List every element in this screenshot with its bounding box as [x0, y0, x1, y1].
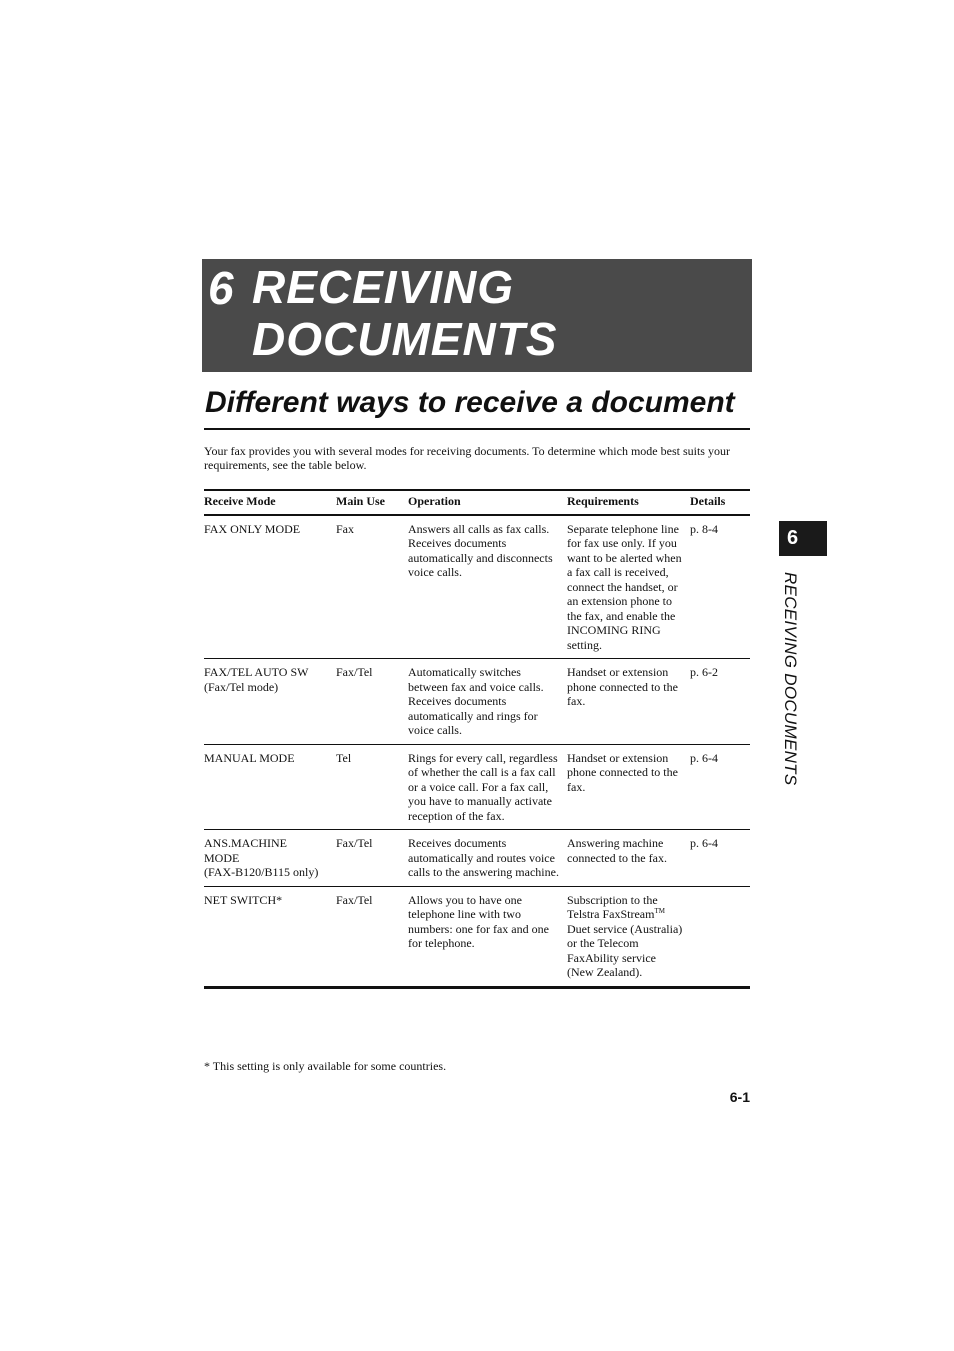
- mode-line: FAX ONLY MODE: [204, 521, 301, 536]
- cell-main-use: Fax/Tel: [336, 836, 373, 850]
- receive-mode-table-container: [204, 489, 750, 989]
- cell-mode: [204, 830, 336, 887]
- cell-mode: [204, 886, 336, 987]
- header-receive-mode: Receive Mode: [204, 494, 276, 508]
- chapter-title-line-2: DOCUMENTS: [252, 313, 558, 365]
- table-header-row: [204, 490, 750, 515]
- header-requirements: Requirements: [567, 494, 639, 508]
- cell-operation: Answers all calls as fax calls. Receives documents automatically and disconnects voice calls.: [408, 521, 553, 579]
- cell-main-use: Fax/Tel: [336, 665, 373, 679]
- chapter-side-tab: 6: [779, 521, 827, 556]
- header-details: Details: [690, 494, 726, 508]
- cell-mode: [204, 659, 336, 745]
- table-row: [204, 886, 750, 987]
- side-label-text: RECEIVING DOCUMENTS: [781, 572, 800, 786]
- cell-details: p. 6-2: [690, 665, 718, 679]
- mode-line: NET SWITCH*: [204, 892, 283, 907]
- chapter-title-line-1: RECEIVING: [252, 261, 515, 313]
- cell-main-use: Tel: [336, 750, 352, 765]
- table-row: [204, 830, 750, 887]
- receive-mode-table: [204, 489, 750, 989]
- cell-requirements: Answering machine connected to the fax.: [567, 836, 667, 865]
- requirements-text: Duet service (Australia) or the Telecom FaxAbility service (New Zealand).: [567, 921, 683, 979]
- mode-line: MANUAL MODE: [204, 750, 295, 765]
- intro-paragraph: Your fax provides you with several modes for receiving documents. To determine which mode best suits your requirements, see the table below.: [204, 444, 730, 472]
- chapter-title: [252, 261, 557, 365]
- cell-operation: Receives documents automatically and routes voice calls to the answering machine.: [408, 836, 559, 879]
- cell-mode: [204, 515, 336, 659]
- chapter-number: 6: [208, 262, 234, 314]
- cell-requirements: [567, 886, 690, 987]
- footnote: * This setting is only available for some countries.: [204, 1059, 447, 1073]
- section-title: Different ways to receive a document: [205, 386, 735, 419]
- mode-line: (FAX-B120/B115 only): [204, 865, 319, 879]
- cell-operation: Allows you to have one telephone line with two numbers: one for fax and one for telephone.: [408, 892, 549, 950]
- table-row: [204, 515, 750, 659]
- section-divider: [204, 428, 750, 430]
- requirements-text: Subscription to the Telstra FaxStream: [567, 892, 658, 921]
- table-row: [204, 659, 750, 745]
- cell-requirements: Handset or extension phone connected to the fax.: [567, 750, 678, 794]
- page-number: 6-1: [729, 1089, 750, 1105]
- cell-mode: [204, 744, 336, 830]
- cell-requirements: Handset or extension phone connected to the fax.: [567, 665, 678, 708]
- cell-operation: Rings for every call, regardless of whether the call is a fax call or a voice call. For a fax call, you have to manually activate reception of the fax.: [408, 750, 558, 823]
- mode-line: ANS.MACHINE: [204, 836, 288, 850]
- table-row: [204, 744, 750, 830]
- cell-requirements: Separate telephone line for fax use only. If you want to be alerted when a fax call is received, connect the handset, or an extension phone to the fax, and enable the INCOMING RING setting.: [567, 521, 682, 652]
- trademark-mark: TM: [654, 907, 665, 915]
- header-operation: Operation: [408, 494, 461, 508]
- cell-main-use: Fax/Tel: [336, 892, 373, 907]
- mode-line: (Fax/Tel mode): [204, 679, 279, 694]
- cell-details: p. 8-4: [690, 521, 718, 536]
- cell-details: p. 6-4: [690, 750, 718, 765]
- cell-main-use: Fax: [336, 521, 354, 536]
- mode-line: MODE: [204, 850, 240, 865]
- chapter-banner: [202, 259, 752, 372]
- cell-operation: Automatically switches between fax and voice calls. Receives documents automatically and rings for voice calls.: [408, 665, 544, 737]
- cell-details: p. 6-4: [690, 836, 718, 850]
- mode-line: FAX/TEL AUTO SW: [204, 665, 309, 679]
- chapter-side-label: [778, 572, 802, 822]
- header-main-use: Main Use: [336, 494, 385, 508]
- cell-details: [690, 886, 750, 987]
